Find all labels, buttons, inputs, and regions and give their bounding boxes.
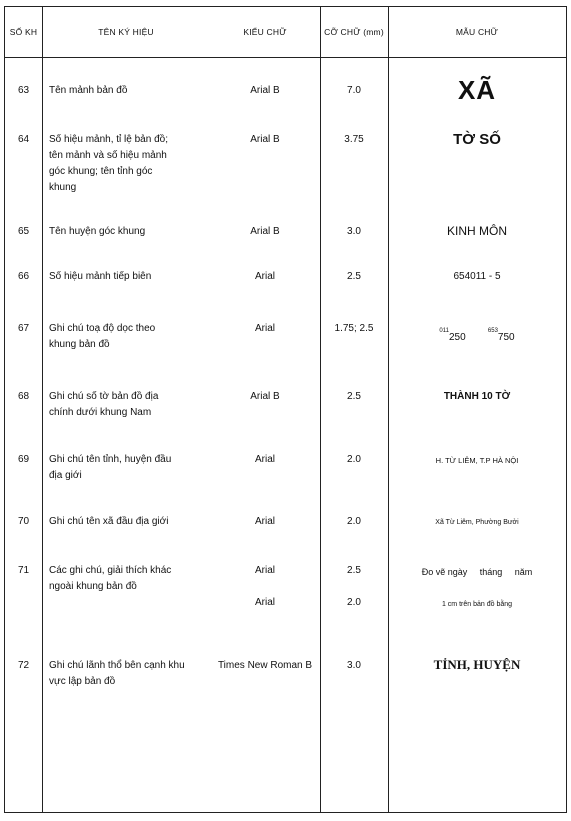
row-name: Các ghi chú, giải thích khác ngoài khung bản đồ xyxy=(49,565,172,592)
row-name: Ghi chú toạ độ dọc theo khung bản đồ xyxy=(49,323,156,350)
row-sample: THÀNH 10 TỜ xyxy=(443,391,511,402)
row-font-secondary: Arial xyxy=(254,597,275,608)
row-number: 65 xyxy=(17,226,30,237)
header-name: TÊN KÝ HIỆU xyxy=(98,27,154,37)
row-sample: Đo vẽ ngày tháng năm xyxy=(421,567,533,577)
row-font: Arial xyxy=(254,323,275,334)
row-size: 3.75 xyxy=(344,134,364,145)
row-size: 2.5 xyxy=(347,271,361,282)
row-font: Times New Roman B xyxy=(217,660,313,671)
row-size-secondary: 2.0 xyxy=(347,597,361,608)
row-name: Tên mảnh bản đồ xyxy=(49,85,128,96)
header-number: SỐ KH xyxy=(9,27,38,37)
row-sample: H. TỪ LIÊM, T.P HÀ NỘI xyxy=(435,456,519,465)
row-number: 71 xyxy=(17,565,30,576)
coordinate-value: 750 xyxy=(497,332,515,343)
row-sample: Xã Từ Liêm, Phường Bưởi xyxy=(435,519,519,526)
row-sample: XÃ xyxy=(457,75,497,105)
coordinate-prefix: 653 xyxy=(487,328,498,334)
column-divider xyxy=(388,7,389,812)
row-number: 67 xyxy=(17,323,30,334)
column-divider xyxy=(320,7,321,812)
row-sample: KINH MÔN xyxy=(447,224,507,238)
row-font: Arial xyxy=(254,516,275,527)
row-sample xyxy=(388,323,566,346)
row-name: Số hiệu mảnh, tỉ lệ bản đồ; tên mảnh và số hiệu mảnh góc khung; tên tỉnh góc khung xyxy=(49,134,168,193)
coordinate-prefix: 011 xyxy=(439,328,449,334)
row-font: Arial B xyxy=(250,391,280,402)
row-sample: 654011 - 5 xyxy=(453,271,501,282)
row-font: Arial B xyxy=(250,226,280,237)
column-divider xyxy=(42,7,43,812)
header-font: KIỂU CHỮ xyxy=(243,27,287,37)
coordinate-value: 250 xyxy=(448,332,466,343)
row-number: 72 xyxy=(17,660,30,671)
symbol-table xyxy=(4,6,567,813)
row-font: Arial B xyxy=(250,85,280,96)
row-name: Ghi chú tên xã đầu địa giới xyxy=(49,516,169,527)
header-size: CỠ CHỮ (mm) xyxy=(324,27,384,37)
header-divider xyxy=(5,57,566,58)
row-size: 2.5 xyxy=(347,391,361,402)
row-number: 70 xyxy=(17,516,30,527)
row-name: Tên huyện góc khung xyxy=(49,226,146,237)
row-size: 7.0 xyxy=(347,85,361,96)
row-number: 68 xyxy=(17,391,30,402)
row-number: 69 xyxy=(17,454,30,465)
row-size: 2.0 xyxy=(347,516,361,527)
row-font: Arial B xyxy=(250,134,280,145)
row-name: Ghi chú tên tỉnh, huyện đầu địa giới xyxy=(49,454,172,481)
row-size: 3.0 xyxy=(347,226,361,237)
row-number: 66 xyxy=(17,271,30,282)
row-font: Arial xyxy=(254,454,275,465)
row-font: Arial xyxy=(254,565,275,576)
row-sample-secondary: 1 cm trên bản đồ bằng xyxy=(441,601,513,608)
row-size: 2.0 xyxy=(347,454,361,465)
row-number: 64 xyxy=(17,134,30,145)
row-name: Ghi chú lãnh thổ bên cạnh khu vực lập bản đồ xyxy=(49,660,185,687)
row-size: 1.75; 2.5 xyxy=(334,323,374,334)
row-sample: TỈNH, HUYỆN xyxy=(433,657,521,672)
row-number: 63 xyxy=(17,85,30,96)
row-size: 2.5 xyxy=(347,565,361,576)
row-name: Ghi chú số tờ bản đồ địa chính dưới khung Nam xyxy=(49,391,159,418)
row-name: Số hiệu mảnh tiếp biên xyxy=(49,271,152,282)
row-size: 3.0 xyxy=(347,660,361,671)
row-sample: TỜ SỐ xyxy=(453,131,501,148)
row-font: Arial xyxy=(254,271,275,282)
header-sample: MẪU CHỮ xyxy=(455,27,499,37)
